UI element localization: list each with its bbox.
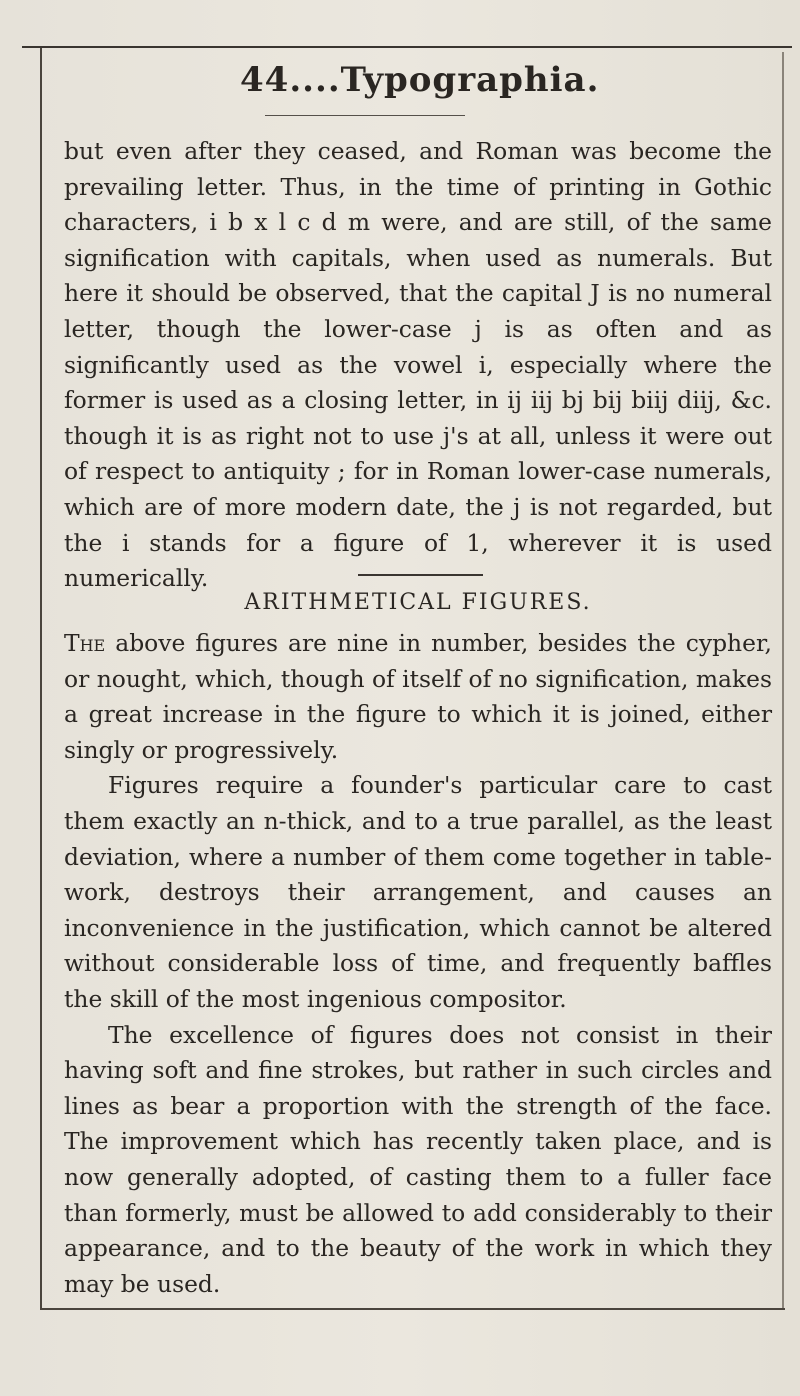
top-border-rule <box>22 46 792 48</box>
page-header: 44....Typographia. <box>240 60 600 100</box>
right-border-rule <box>782 52 784 1310</box>
paragraph-4-text: The excellence of figures does not consist in their having soft and fine strokes, but rather in such circles and lines as bear a proportion with the strength of the face. The improvement which has recently taken place, and is now generally adopted, of casting them to a fuller face than formerly, must be allowed to add considerably to their appearance, and to the beauty of the work in which they may be used. <box>64 1020 772 1298</box>
section-heading: ARITHMETICAL FIGURES. <box>244 590 592 615</box>
left-border-rule <box>40 48 42 1310</box>
bottom-border-rule <box>40 1308 785 1310</box>
paragraph-1-text: but even after they ceased, and Roman was become the prevailing letter. Thus, in the time of printing in Gothic characters, i b x l c d m were, and are still, of the same signification with capitals, when used as numerals. But here it should be observed, that the capital J is no numeral letter, though the lower-case j is as often and as significantly used as the vowel i, especially where the former is used as a closing letter, in ij iij bj bij biij diij, &c. though it is as right not to use j's at all, unless it were out of respect to antiquity ; for in Roman lower-case numerals, which are of more modern date, the j is not regarded, but the i stands for a figure of 1, wherever it is used numerically. <box>64 137 772 593</box>
paragraph-2-text: above figures are nine in number, besides the cypher, or nought, which, though of itself of no signification, makes a great increase in the figure to which it is joined, either singly or progressively. <box>64 629 772 764</box>
paragraph-numerals <box>64 134 772 597</box>
paragraph-figures <box>64 626 772 1302</box>
header-underline <box>265 115 465 116</box>
paragraph-2-lead: The <box>64 629 106 657</box>
paragraph-2 <box>64 626 772 768</box>
section-divider-rule <box>358 574 483 576</box>
paragraph-3-text: Figures require a founder's particular care to cast them exactly an n-thick, and to a true parallel, as the least deviation, where a number of them come together in table-work, destroys their arrangement, and causes an inconvenience in the justification, which cannot be altered without considerable loss of time, and frequently baffles the skill of the most ingenious compositor. <box>64 771 772 1013</box>
